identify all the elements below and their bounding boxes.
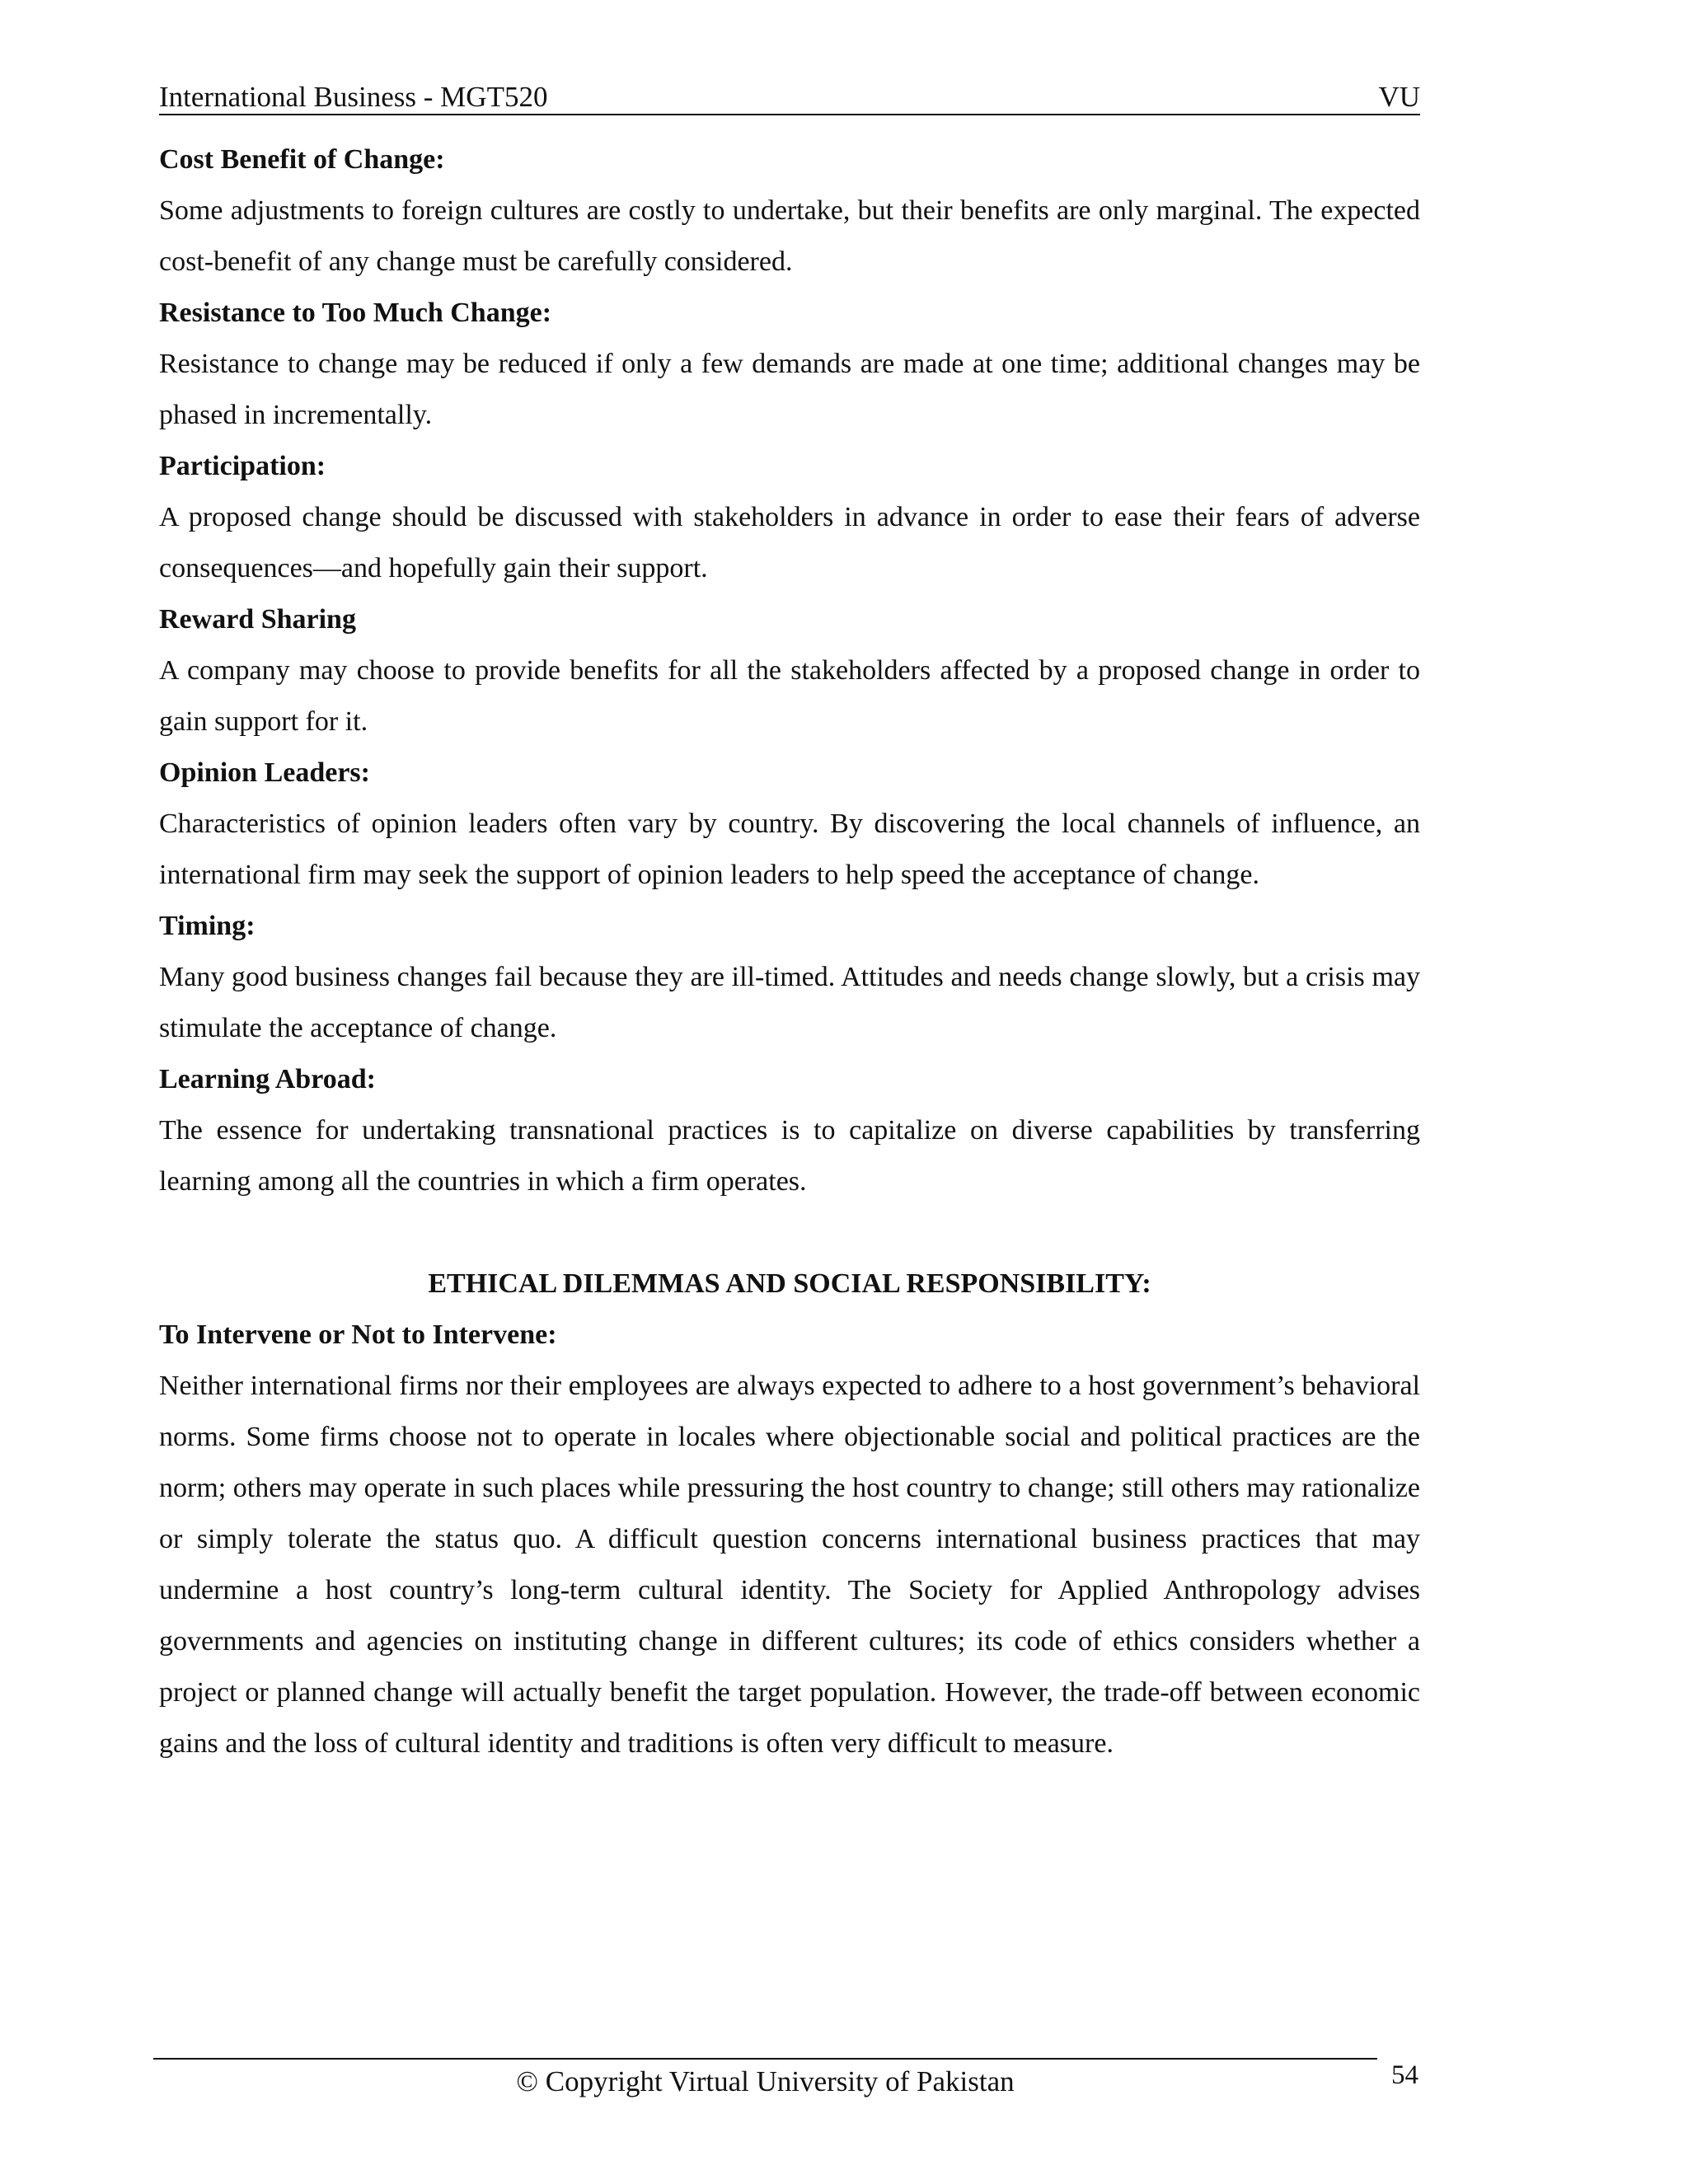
document-body — [159, 134, 1420, 1769]
section-heading: Timing: — [159, 911, 256, 941]
section-heading: Learning Abroad: — [159, 1064, 376, 1094]
section-paragraph: Neither international firms nor their employees are always expected to adhere to a host government’s behavioral norms. Some firms choose not to operate in locales where objectionable social and political practices are the norm; others may operate in such places while pressuring the host country to change; still others may rationalize or simply tolerate the status quo. A difficult question concerns international business practices that may undermine a host country’s long-term cultural identity. The Society for Applied Anthropology advises governments and agencies on instituting change in different cultures; its code of ethics considers whether a project or planned change will actually benefit the target population. However, the trade-off between economic gains and the loss of cultural identity and traditions is often very difficult to measure. — [159, 1371, 1420, 1759]
section-opinion-leaders — [159, 748, 1420, 901]
section-paragraph: Some adjustments to foreign cultures are costly to undertake, but their benefits are only marginal. The expected cost-benefit of any change must be carefully considered. — [159, 195, 1420, 277]
section-heading: Opinion Leaders: — [159, 757, 370, 788]
section-heading: Reward Sharing — [159, 604, 356, 635]
page-number: 54 — [1391, 2060, 1418, 2090]
section-paragraph: Resistance to change may be reduced if only a few demands are made at one time; additional changes may be phased in incrementally. — [159, 349, 1420, 430]
copyright-notice: © Copyright Virtual University of Pakistan — [516, 2065, 1015, 2097]
section-paragraph: Many good business changes fail because they are ill-timed. Attitudes and needs change slowly, but a crisis may stimulate the acceptance of change. — [159, 962, 1420, 1043]
section-paragraph: A proposed change should be discussed with stakeholders in advance in order to ease their fears of adverse consequences—and hopefully gain their support. — [159, 502, 1420, 583]
section-timing — [159, 901, 1420, 1054]
section-resistance — [159, 288, 1420, 441]
course-title: International Business - MGT520 — [159, 81, 548, 113]
section-heading: Participation: — [159, 451, 326, 481]
section-heading: Resistance to Too Much Change: — [159, 298, 552, 328]
footer-divider — [153, 2058, 1377, 2060]
section-cost-benefit — [159, 134, 1420, 288]
section-reward-sharing — [159, 594, 1420, 748]
section-heading: Cost Benefit of Change: — [159, 144, 445, 175]
section-heading: To Intervene or Not to Intervene: — [159, 1319, 557, 1350]
section-paragraph: The essence for undertaking transnational practices is to capitalize on diverse capabilities by transferring learning among all the countries in which a firm operates. — [159, 1115, 1420, 1197]
section-paragraph: Characteristics of opinion leaders often vary by country. By discovering the local channels of influence, an international firm may seek the support of opinion leaders to help speed the acceptance of change. — [159, 808, 1420, 890]
section-paragraph: A company may choose to provide benefits for all the stakeholders affected by a proposed change in order to gain support for it. — [159, 655, 1420, 737]
section-participation — [159, 441, 1420, 594]
page-header — [159, 81, 1420, 115]
institution-code: VU — [1378, 81, 1420, 113]
section-learning-abroad — [159, 1054, 1420, 1207]
ethics-section-title: ETHICAL DILEMMAS AND SOCIAL RESPONSIBILITY: — [428, 1268, 1151, 1299]
section-intervene — [159, 1310, 1420, 1769]
